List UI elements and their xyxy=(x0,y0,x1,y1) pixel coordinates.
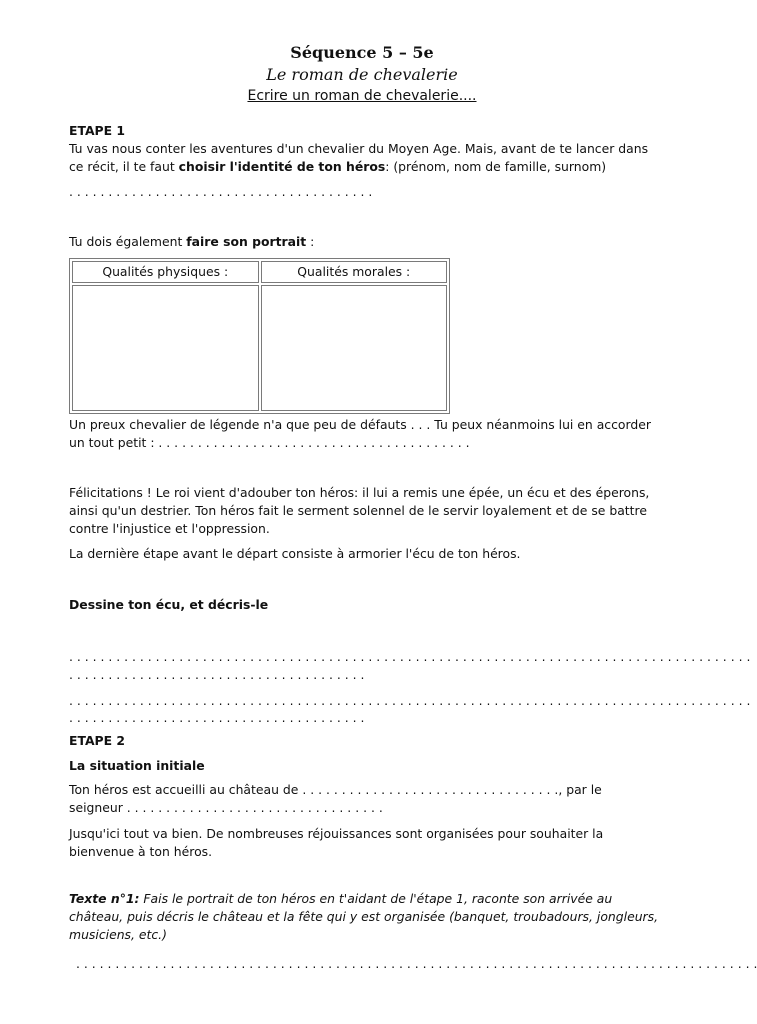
portrait-text-a: Tu dois également xyxy=(69,234,187,249)
ecu-answer-dots-1a[interactable]: . . . . . . . . . . . . . . . . . . . . . . . . . . . . . . . . . . . . . . . . . . . . . . . . . . . . . . . . . . . . . . . . . . . . . . . . . . . . . . . . . . . . . . . xyxy=(69,649,751,664)
felicitations-text: Félicitations ! Le roi vient d'adouber ton héros: il lui a remis une épée, un écu et des éperons, ainsi qu'un destrier. Ton héros fait le serment solennel de le servir loyalement et de se battre contre l'injustice et l'oppression. xyxy=(69,485,650,536)
derniere-etape-text: La dernière étape avant le départ consiste à armorier l'écu de ton héros. xyxy=(69,546,521,561)
intro-text-b: : (prénom, nom de famille, surnom) xyxy=(385,159,607,174)
texte1-body: Fais le portrait de ton héros en t'aidant de l'étape 1, raconte son arrivée au château, puis décris le château et la fête qui y est organisée (banquet, troubadours, jongleurs, musiciens, etc.) xyxy=(69,891,659,942)
portrait-instruction xyxy=(69,233,659,251)
physical-qualities-header: Qualités physiques : xyxy=(72,261,259,283)
texte1-label: Texte n°1: xyxy=(69,891,140,906)
jusquici-text: Jusqu'ici tout va bien. De nombreuses réjouissances sont organisées pour souhaiter la bienvenue à ton héros. xyxy=(69,826,604,859)
accueilli-text: Ton héros est accueilli au château de . . . . . . . . . . . . . . . . . . . . . . . . . . . . . . . . ., par le seigneur . . . . . . . . . . . . . . . . . . . . . . . . . . . . . . . . . xyxy=(69,782,602,815)
intro-text-a: Tu vas nous conter les aventures d'un chevalier du Moyen Age. Mais, avant de te lancer dans ce récit, il te faut xyxy=(69,141,649,174)
moral-qualities-header: Qualités morales : xyxy=(261,261,448,283)
ecu-answer-dots-1b[interactable]: . . . . . . . . . . . . . . . . . . . . . . . . . . . . . . . . . . . . . . xyxy=(69,667,365,682)
dessine-ecu-instruction: Dessine ton écu, et décris-le xyxy=(69,597,269,612)
situation-initiale-heading: La situation initiale xyxy=(69,758,205,773)
intro-text-bold: choisir l'identité de ton héros xyxy=(178,159,386,174)
etape1-intro xyxy=(69,140,659,176)
etape2-label: ETAPE 2 xyxy=(69,733,126,748)
moral-qualities-cell[interactable] xyxy=(261,285,448,411)
defaut-text: Un preux chevalier de légende n'a que peu de défauts . . . Tu peux néanmoins lui en accorder un tout petit : . . . . . . . . . . . . . . . . . . . . . . . . . . . . . . . . . . . . . . . . xyxy=(69,417,651,450)
etape1-label: ETAPE 1 xyxy=(69,123,126,138)
portrait-text-b: : xyxy=(306,234,315,249)
portrait-text-bold: faire son portrait xyxy=(186,234,307,249)
texte1-answer-dots[interactable]: . . . . . . . . . . . . . . . . . . . . . . . . . . . . . . . . . . . . . . . . . . . . . . . . . . . . . . . . . . . . . . . . . . . . . . . . . . . . . . . . . . . . . . . xyxy=(76,956,757,971)
physical-qualities-cell[interactable] xyxy=(72,285,259,411)
ecu-answer-dots-2b[interactable]: . . . . . . . . . . . . . . . . . . . . . . . . . . . . . . . . . . . . . . xyxy=(69,710,365,725)
texte1-instruction xyxy=(69,890,659,944)
portrait-table xyxy=(69,258,450,414)
identity-answer-dots[interactable]: . . . . . . . . . . . . . . . . . . . . . . . . . . . . . . . . . . . . . . . xyxy=(69,184,373,199)
sequence-title: Séquence 5 – 5e xyxy=(290,43,434,62)
activity-title: Ecrire un roman de chevalerie.... xyxy=(247,88,477,104)
ecu-answer-dots-2a[interactable]: . . . . . . . . . . . . . . . . . . . . . . . . . . . . . . . . . . . . . . . . . . . . . . . . . . . . . . . . . . . . . . . . . . . . . . . . . . . . . . . . . . . . . . . xyxy=(69,693,751,708)
sequence-subtitle: Le roman de chevalerie xyxy=(266,65,458,84)
